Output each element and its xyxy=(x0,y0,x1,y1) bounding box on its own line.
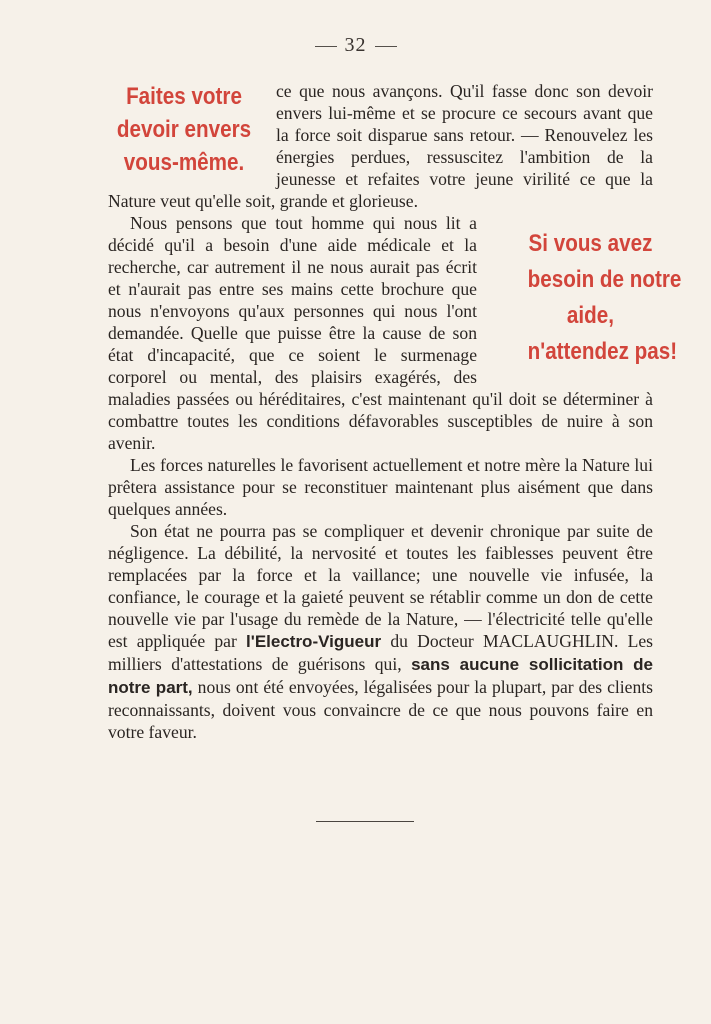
paragraph-2-text: Nous pensons que tout homme qui nous lit a décidé qu'il a besoin d'une aide médicale et la recherche, car autrement il ne nous aurait pas écrit et n'aurait pas entre ses mains cette brochure que nous n'envoyons qu'aux personnes qui nous l'ont demandée. Quelle que puisse être la cause de son état d'incapacité, que ce soient le surmenage corporel ou mental, des plaisirs exagérés, des maladies passées ou héréditaires, c'est maintenant qu'il doit se déterminer à combattre toutes les conditions défavorables susceptibles de nuire à son avenir. xyxy=(108,213,653,453)
page-number-value: 32 xyxy=(344,34,367,56)
sidenote-right-line: besoin de notre xyxy=(527,266,682,293)
sidenote-right-line: aide, xyxy=(566,302,614,329)
emphasis-text: sans aucune sollicitation de notre part, xyxy=(108,655,653,697)
paragraph-4-text-c: nous ont été envoyées, légalisées pour la plupart, par des clients reconnaissants, doivent vous convaincre de ce que nous pouvons faire en votre faveur. xyxy=(108,677,654,742)
paragraph-4-text-b: du Docteur MACLAUGHLIN. Les milliers d'attestations de guérisons qui, xyxy=(108,631,653,674)
sidenote-right xyxy=(509,226,682,370)
sidenote-left-line: Faites votre xyxy=(126,83,242,110)
sidenote-left xyxy=(112,80,256,179)
article-body xyxy=(108,80,682,743)
page-number xyxy=(0,34,711,57)
bottom-divider xyxy=(316,821,414,822)
brand-name: l'Electro-Vigueur xyxy=(246,632,382,651)
sidenote-left-line: devoir envers xyxy=(116,116,252,143)
page-number-dash-left xyxy=(315,46,337,47)
page-number-dash-right xyxy=(375,46,397,47)
paragraph-3: Les forces naturelles le favorisent actuellement et notre mère la Nature lui prêtera assistance pour se reconstituer maintenant plus aisément que dans quelques années. xyxy=(108,455,653,519)
sidenote-right-line: Si vous avez xyxy=(528,230,653,257)
paragraph-1: ce que nous avançons. Qu'il fasse donc son devoir envers lui-même et se procure ce secours avant que la force soit disparue sans retour. — Renouvelez les énergies perdues, ressuscitez l'ambition de la jeunesse et refaites votre jeune virilité ce que la Nature veut qu'elle soit, grande et glorieuse. xyxy=(108,81,653,211)
sidenote-left-line: vous-même. xyxy=(123,149,245,176)
paragraph-4-text-a: Son état ne pourra pas se compliquer et devenir chronique par suite de négligence. La débilité, la nervosité et toutes les faiblesses peuvent être remplacées par la force et la vaillance; une nouvelle vie infusée, la confiance, le courage et la gaieté peuvent se rétablir comme un don de cette nouvelle vie par l'usage du remède de la Nature, — l'électricité telle qu'elle est appliquée par xyxy=(108,521,653,651)
sidenote-right-line: n'attendez pas! xyxy=(527,338,678,365)
paragraph-2 xyxy=(108,212,682,454)
paragraph-4 xyxy=(108,520,653,743)
